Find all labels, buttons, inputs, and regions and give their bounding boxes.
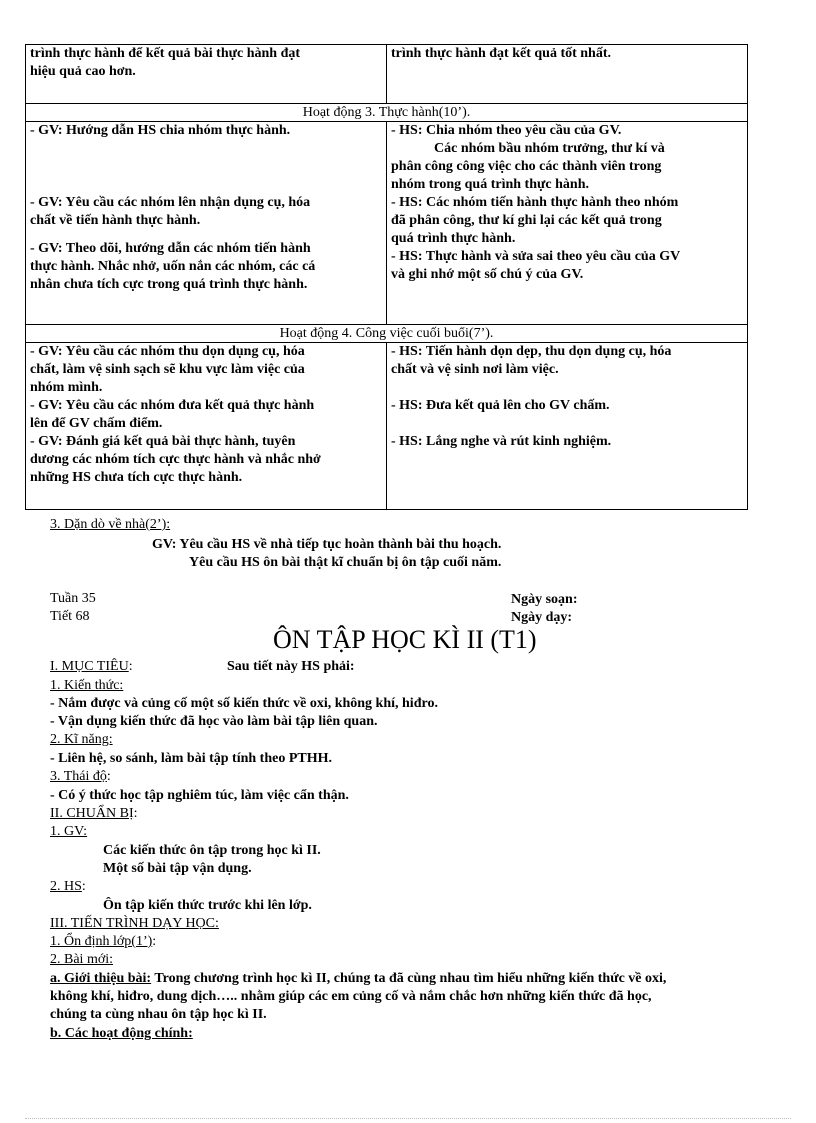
homework-line-1: GV: Yêu cầu HS về nhà tiếp tục hoàn thành bài thu hoạch.	[152, 537, 502, 552]
skills-item: - Liên hệ, so sánh, làm bài tập tính theo PTHH.	[50, 751, 332, 766]
cell-line: - GV: Yêu cầu các nhóm thu dọn dụng cụ, hóa	[30, 344, 305, 359]
attitude-item: - Có ý thức học tập nghiêm túc, làm việc cẩn thận.	[50, 788, 349, 803]
teach-date-label: Ngày dạy:	[511, 610, 573, 625]
org-heading-text: 1. Ổn định lớp(1’)	[50, 934, 153, 949]
cell-hs-activity-4	[387, 343, 748, 510]
cell-line	[30, 230, 382, 240]
cell-line: - GV: Hướng dẫn HS chia nhóm thực hành.	[30, 123, 291, 138]
cell-line: chất, làm vệ sinh sạch sẽ khu vực làm việc của	[30, 362, 305, 377]
cell-line: dương các nhóm tích cực thực hành và nhắc nhở	[30, 452, 321, 467]
attitude-heading-text: 3. Thái độ	[50, 769, 107, 784]
period-label: Tiết 68	[50, 609, 90, 624]
cell-line: hiệu quả cao hơn.	[30, 64, 136, 79]
cell-line: phân công công việc cho các thành viên trong	[391, 159, 662, 174]
cell-line: - HS: Chia nhóm theo yêu cầu của GV.	[391, 123, 622, 138]
intro-label: a. Giới thiệu bài:	[50, 971, 152, 986]
hs-heading-text: 2. HS	[50, 879, 82, 894]
process-heading: III. TIẾN TRÌNH DẠY HỌC:	[50, 916, 219, 931]
cell-gv-continued	[26, 45, 387, 104]
gv-heading: 1. GV:	[50, 824, 88, 839]
main-activities-heading: b. Các hoạt động chính:	[50, 1026, 193, 1041]
cell-line	[391, 379, 743, 397]
cell-line: nhóm trong quá trình thực hành.	[391, 177, 589, 192]
activity-table	[25, 44, 748, 510]
cell-line	[391, 415, 743, 433]
lesson-title: ÔN TẬP HỌC KÌ II (T1)	[273, 625, 537, 654]
cell-line	[30, 176, 382, 194]
cell-line: nhóm mình.	[30, 380, 103, 395]
cell-line: thực hành. Nhắc nhở, uốn nắn các nhóm, các cá	[30, 259, 316, 274]
attitude-heading	[50, 768, 111, 786]
org-heading	[50, 933, 156, 951]
cell-line: - GV: Đánh giá kết quả bài thực hành, tuyên	[30, 434, 296, 449]
cell-line: - HS: Các nhóm tiến hành thực hành theo nhóm	[391, 195, 679, 210]
cell-line: trình thực hành đạt kết quả tốt nhất.	[391, 46, 612, 61]
table-row	[26, 45, 748, 104]
cell-line	[30, 158, 382, 176]
table-row	[26, 104, 748, 122]
week-label: Tuần 35	[50, 591, 96, 606]
intro-line-2: không khí, hiđro, dung dịch….. nhằm giúp các em củng cố và nắm chắc hơn những kiến thức đã học,	[50, 989, 652, 1004]
org-heading-colon: :	[152, 934, 157, 949]
intro-line-3: chúng ta cùng nhau ôn tập học kì II.	[50, 1007, 267, 1022]
intro-text: Trong chương trình học kì II, chúng ta đã cùng nhau tìm hiểu những kiến thức về oxi,	[151, 971, 667, 986]
cell-line: - HS: Tiến hành dọn dẹp, thu dọn dụng cụ, hóa	[391, 344, 672, 359]
knowledge-item: - Nắm được và củng cố một số kiến thức về oxi, không khí, hiđro.	[50, 696, 438, 711]
objectives-heading-text: I. MỤC TIÊU	[50, 659, 129, 674]
objectives-heading	[50, 658, 133, 676]
knowledge-heading: 1. Kiến thức:	[50, 678, 124, 693]
new-lesson-heading: 2. Bài mới:	[50, 952, 114, 967]
hs-item: Ôn tập kiến thức trước khi lên lớp.	[103, 898, 312, 913]
cell-hs-activity-3	[387, 122, 748, 325]
homework-line-2: Yêu cầu HS ôn bài thật kĩ chuẩn bị ôn tập cuối năm.	[189, 555, 502, 570]
cell-line: chất và vệ sinh nơi làm việc.	[391, 362, 559, 377]
table-row	[26, 325, 748, 343]
cell-line: Các nhóm bầu nhóm trưởng, thư kí và	[434, 141, 665, 156]
cell-line: - HS: Thực hành và sửa sai theo yêu cầu của GV	[391, 249, 681, 264]
objectives-heading-colon: :	[128, 659, 133, 674]
cell-line: quá trình thực hành.	[391, 231, 516, 246]
hs-heading	[50, 878, 86, 896]
cell-hs-continued	[387, 45, 748, 104]
cell-line: - GV: Yêu cầu các nhóm đưa kết quả thực hành	[30, 398, 315, 413]
prep-heading-text: II. CHUẨN BỊ	[50, 806, 134, 821]
hs-heading-colon: :	[81, 879, 86, 894]
activity-4-heading: Hoạt động 4. Công việc cuối buổi(7’).	[26, 325, 748, 343]
cell-gv-activity-3	[26, 122, 387, 325]
table-row	[26, 343, 748, 510]
gv-item: Các kiến thức ôn tập trong học kì II.	[103, 843, 321, 858]
cell-line: đã phân công, thư kí ghi lại các kết quả trong	[391, 213, 662, 228]
cell-line: chất về tiến hành thực hành.	[30, 213, 201, 228]
gv-item: Một số bài tập vận dụng.	[103, 861, 252, 876]
skills-heading: 2. Kĩ năng:	[50, 732, 113, 747]
table-row	[26, 122, 748, 325]
homework-heading: 3. Dặn dò về nhà(2’):	[50, 517, 171, 532]
page-bottom-dotted-line	[25, 1118, 791, 1119]
cell-line: trình thực hành để kết quả bài thực hành đạt	[30, 46, 301, 61]
prep-heading-colon: :	[133, 806, 138, 821]
cell-line	[30, 140, 382, 158]
cell-line: lên để GV chấm điểm.	[30, 416, 163, 431]
knowledge-item: - Vận dụng kiến thức đã học vào làm bài tập liên quan.	[50, 714, 378, 729]
cell-line: - GV: Yêu cầu các nhóm lên nhận dụng cụ, hóa	[30, 195, 311, 210]
cell-line: - GV: Theo dõi, hướng dẫn các nhóm tiến hành	[30, 241, 311, 256]
cell-gv-activity-4	[26, 343, 387, 510]
cell-line: - HS: Đưa kết quả lên cho GV chấm.	[391, 398, 610, 413]
prep-heading	[50, 805, 138, 823]
cell-line: và ghi nhớ một số chú ý của GV.	[391, 267, 584, 282]
cell-line: nhân chưa tích cực trong quá trình thực hành.	[30, 277, 308, 292]
activity-3-heading: Hoạt động 3. Thực hành(10’).	[26, 104, 748, 122]
cell-line: - HS: Lắng nghe và rút kinh nghiệm.	[391, 434, 612, 449]
cell-line: những HS chưa tích cực thực hành.	[30, 470, 243, 485]
attitude-heading-colon: :	[106, 769, 111, 784]
prep-date-label: Ngày soạn:	[511, 592, 578, 607]
objectives-intro: Sau tiết này HS phải:	[227, 659, 355, 674]
intro-line-1	[50, 970, 666, 988]
